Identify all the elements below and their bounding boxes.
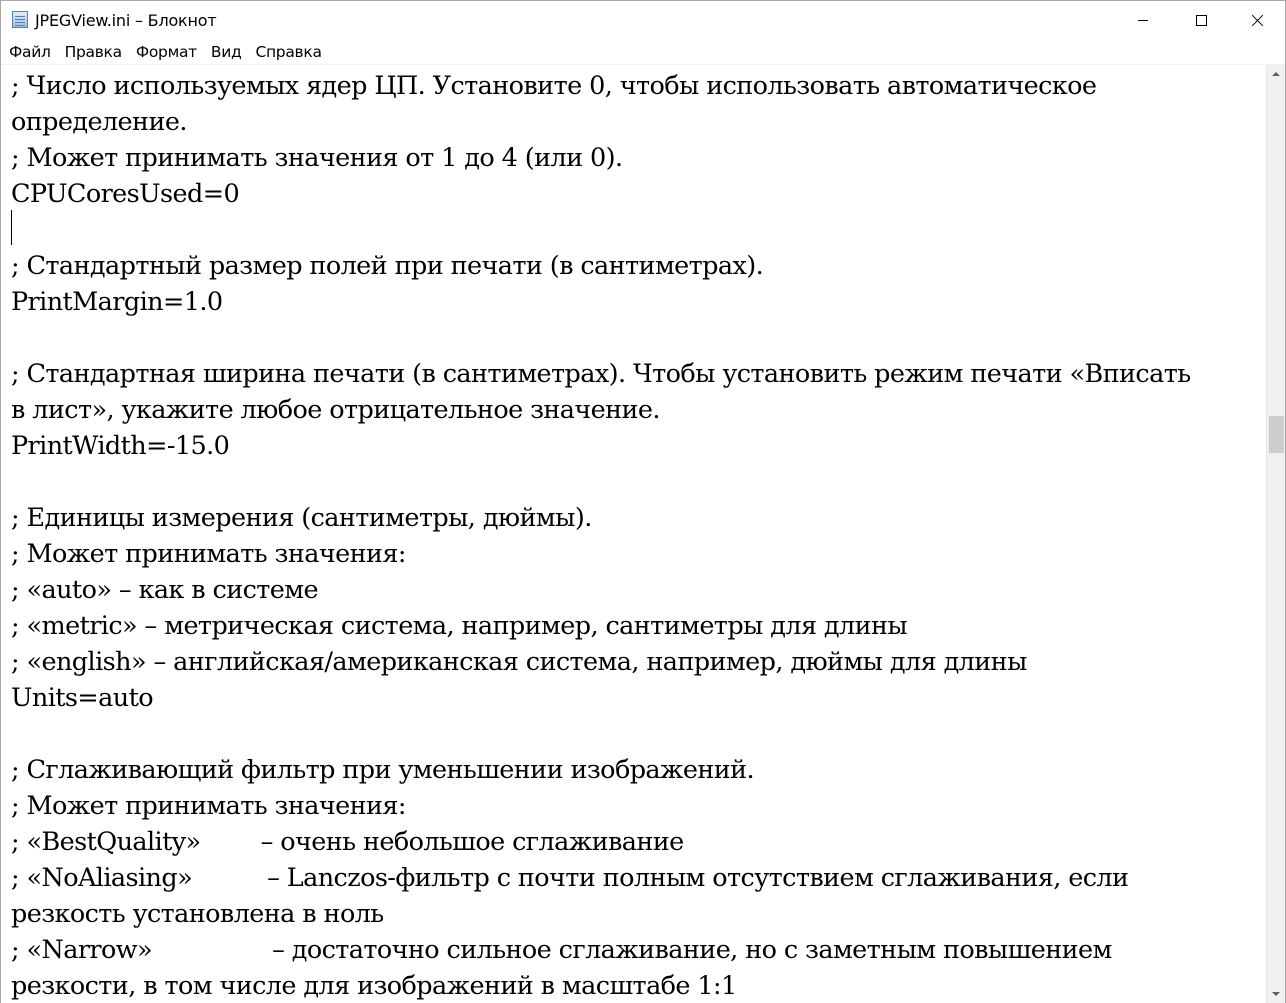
text-line: ; Может принимать значения: [11,791,406,821]
text-line: резкости, в том числе для изображений в масштабе 1:1 [11,971,737,1001]
text-line: ; Сглаживающий фильтр при уменьшении изображений. [11,755,755,785]
text-line: ; Может принимать значения от 1 до 4 (или 0). [11,143,623,173]
text-line: ; Число используемых ядер ЦП. Установите 0, чтобы использовать автоматическое [11,71,1097,101]
scroll-up-button[interactable] [1267,65,1285,83]
menu-view[interactable]: Вид [210,42,242,61]
text-line: ; «auto» – как в системе [11,575,319,605]
scroll-thumb[interactable] [1269,416,1284,453]
text-line [11,320,1261,356]
maximize-icon [1196,15,1207,26]
maximize-button[interactable] [1172,1,1230,39]
text-editor[interactable] [1,65,1266,1003]
vertical-scrollbar[interactable] [1266,65,1285,1003]
text-line: ; «metric» – метрическая система, например, сантиметры для длины [11,611,908,641]
text-line: ; Стандартный размер полей при печати (в сантиметрах). [11,251,764,281]
window-title: JPEGView.ini – Блокнот [35,11,217,30]
text-line: ; Стандартная ширина печати (в сантиметрах). Чтобы установить режим печати «Вписать [11,359,1191,389]
menu-format[interactable]: Формат [135,42,197,61]
text-line: определение. [11,107,187,137]
text-line: CPUCoresUsed=0 [11,179,240,209]
notepad-icon[interactable] [12,11,28,28]
text-line: ; Единицы измерения (сантиметры, дюймы). [11,503,592,533]
text-line: ; Может принимать значения: [11,539,406,569]
minimize-button[interactable] [1114,1,1172,39]
text-line: ; «Narrow» – достаточно сильное сглаживание, но с заметным повышением [11,935,1112,965]
text-line: Units=auto [11,683,153,713]
text-line: PrintMargin=1.0 [11,287,223,317]
text-line: в лист», укажите любое отрицательное значение. [11,395,660,425]
menu-edit[interactable]: Правка [64,42,122,61]
menu-help[interactable]: Справка [255,42,322,61]
text-caret [11,210,12,245]
text-line [11,212,1261,248]
text-line [11,464,1261,500]
text-line: резкость установлена в ноль [11,899,384,929]
text-line: PrintWidth=-15.0 [11,431,230,461]
menu-bar [1,39,1285,65]
menu-file[interactable]: Файл [9,42,51,61]
text-line: ; «NoAliasing» – Lanczos-фильтр с почти полным отсутствием сглаживания, если [11,863,1129,893]
scroll-down-button[interactable] [1267,985,1285,1003]
editor-text[interactable] [11,68,1261,1003]
text-line: ; «BestQuality» – очень небольшое сглаживание [11,827,684,857]
chevron-up-icon [1272,72,1280,76]
chevron-down-icon [1272,992,1280,996]
text-line [11,716,1261,752]
title-bar[interactable] [1,1,1285,39]
close-icon [1252,14,1264,26]
minimize-icon [1138,20,1148,21]
text-line: ; «english» – английская/американская система, например, дюймы для длины [11,647,1027,677]
close-button[interactable] [1229,1,1286,39]
